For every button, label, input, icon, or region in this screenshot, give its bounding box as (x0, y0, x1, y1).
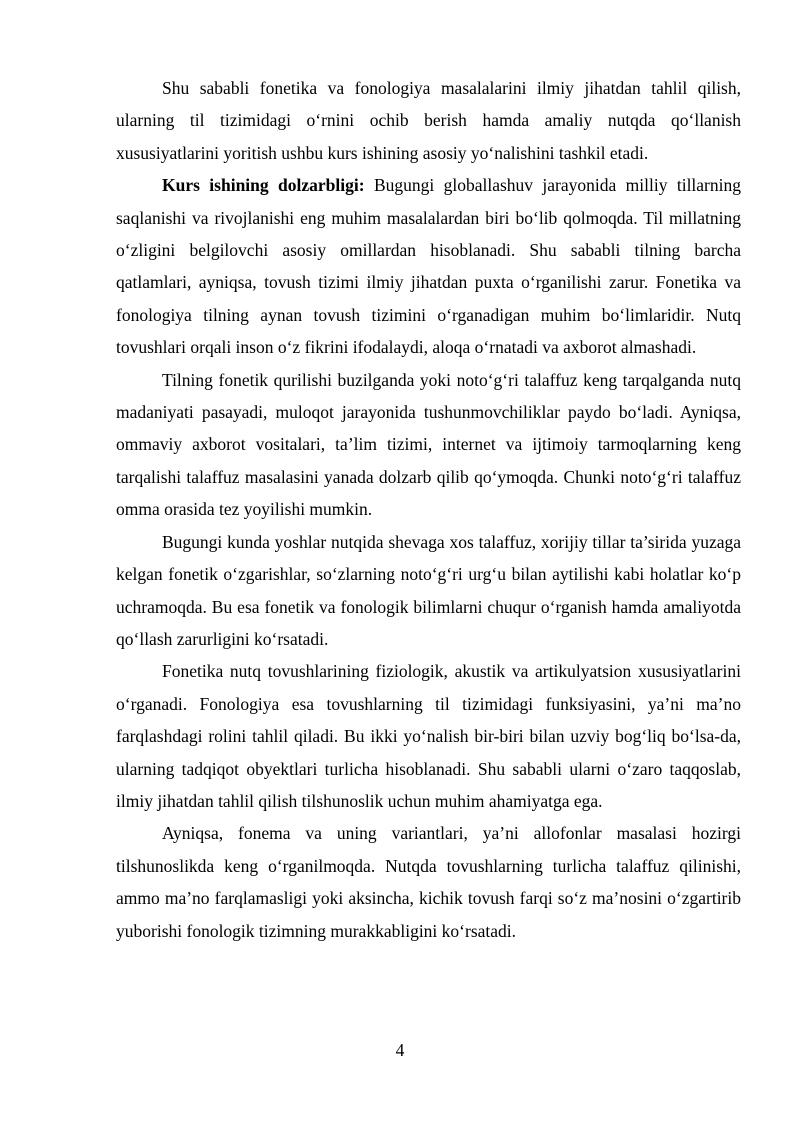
paragraph-phonetics-phonology (116, 655, 741, 817)
paragraph-text: Fonetika nutq tovushlarining fiziologik, akustik va artikulyatsion xususiyatlarini o‘rganadi. Fonologiya esa tovushlarning til tizimidagi funksiyasini, ya’ni ma’no farqlashdagi rolini tahlil qiladi. Bu ikki yo‘nalish bir-biri bilan uzviy bog‘liq bo‘lsa-da, ularning tadqiqot obyektlari turlicha hisoblanadi. Shu sababli ularni o‘zaro taqqoslab, ilmiy jihatdan tahlil qilish tilshunoslik uchun muhim ahamiyatga ega. (116, 661, 741, 811)
relevance-heading: Kurs ishining dolzarbligi: (162, 175, 365, 196)
paragraph-relevance (116, 169, 741, 363)
paragraph-text: Bugungi kunda yoshlar nutqida shevaga xos talaffuz, xorijiy tillar ta’sirida yuzaga kelgan fonetik o‘zgarishlar, so‘zlarning noto‘g‘ri urg‘u bilan aytilishi kabi holatlar ko‘p uchramoqda. Bu esa fonetik va fonologik bilimlarni chuqur o‘rganish hamda amaliyotda qo‘llash zarurligini ko‘rsatadi. (116, 531, 741, 649)
paragraph-allophones (116, 817, 741, 947)
paragraph-pronunciation (116, 364, 741, 526)
paragraph-intro (116, 72, 741, 169)
document-body (116, 72, 741, 947)
paragraph-text: Ayniqsa, fonema va uning variantlari, ya’ni allofonlar masalasi hozirgi tilshunoslikda keng o‘rganilmoqda. Nutqda tovushlarning turlicha talaffuz qilinishi, ammo ma’no farqlamasligi yoki aksincha, kichik tovush farqi so‘z ma’nosini o‘zgartirib yuborishi fonologik tizimning murakkabligini ko‘rsatadi. (116, 823, 741, 941)
page-number: 4 (395, 1040, 405, 1060)
paragraph-text: Tilning fonetik qurilishi buzilganda yoki noto‘g‘ri talaffuz keng tarqalganda nutq madaniyati pasayadi, muloqot jarayonida tushunmovchiliklar paydo bo‘ladi. Ayniqsa, ommaviy axborot vositalari, ta’lim tizimi, internet va ijtimoiy tarmoqlarning keng tarqalishi talaffuz masalasini yanada dolzarb qilib qo‘ymoqda. Chunki noto‘g‘ri talaffuz omma orasida tez yoyilishi mumkin. (116, 369, 741, 520)
paragraph-youth-speech (116, 526, 741, 656)
paragraph-text: Shu sababli fonetika va fonologiya masalalarini ilmiy jihatdan tahlil qilish, ularning til tizimidagi o‘rnini ochib berish hamda amaliy nutqda qo‘llanish xususiyatlarini yoritish ushbu kurs ishining asosiy yo‘nalishini tashkil etadi. (116, 78, 741, 163)
paragraph-text: Bugungi globallashuv jarayonida milliy tillarning saqlanishi va rivojlanishi eng muhim masalalardan biri bo‘lib qolmoqda. Til millatning o‘zligini belgilovchi asosiy omillardan hisoblanadi. Shu sababli tilning barcha qatlamlari, ayniqsa, tovush tizimi ilmiy jihatdan puxta o‘rganilishi zarur. Fonetika va fonologiya tilning aynan tovush tizimini o‘rganadigan muhim bo‘limlaridir. Nutq tovushlari orqali inson o‘z fikrini ifodalaydi, aloqa o‘rnatadi va axborot almashadi. (116, 175, 741, 358)
